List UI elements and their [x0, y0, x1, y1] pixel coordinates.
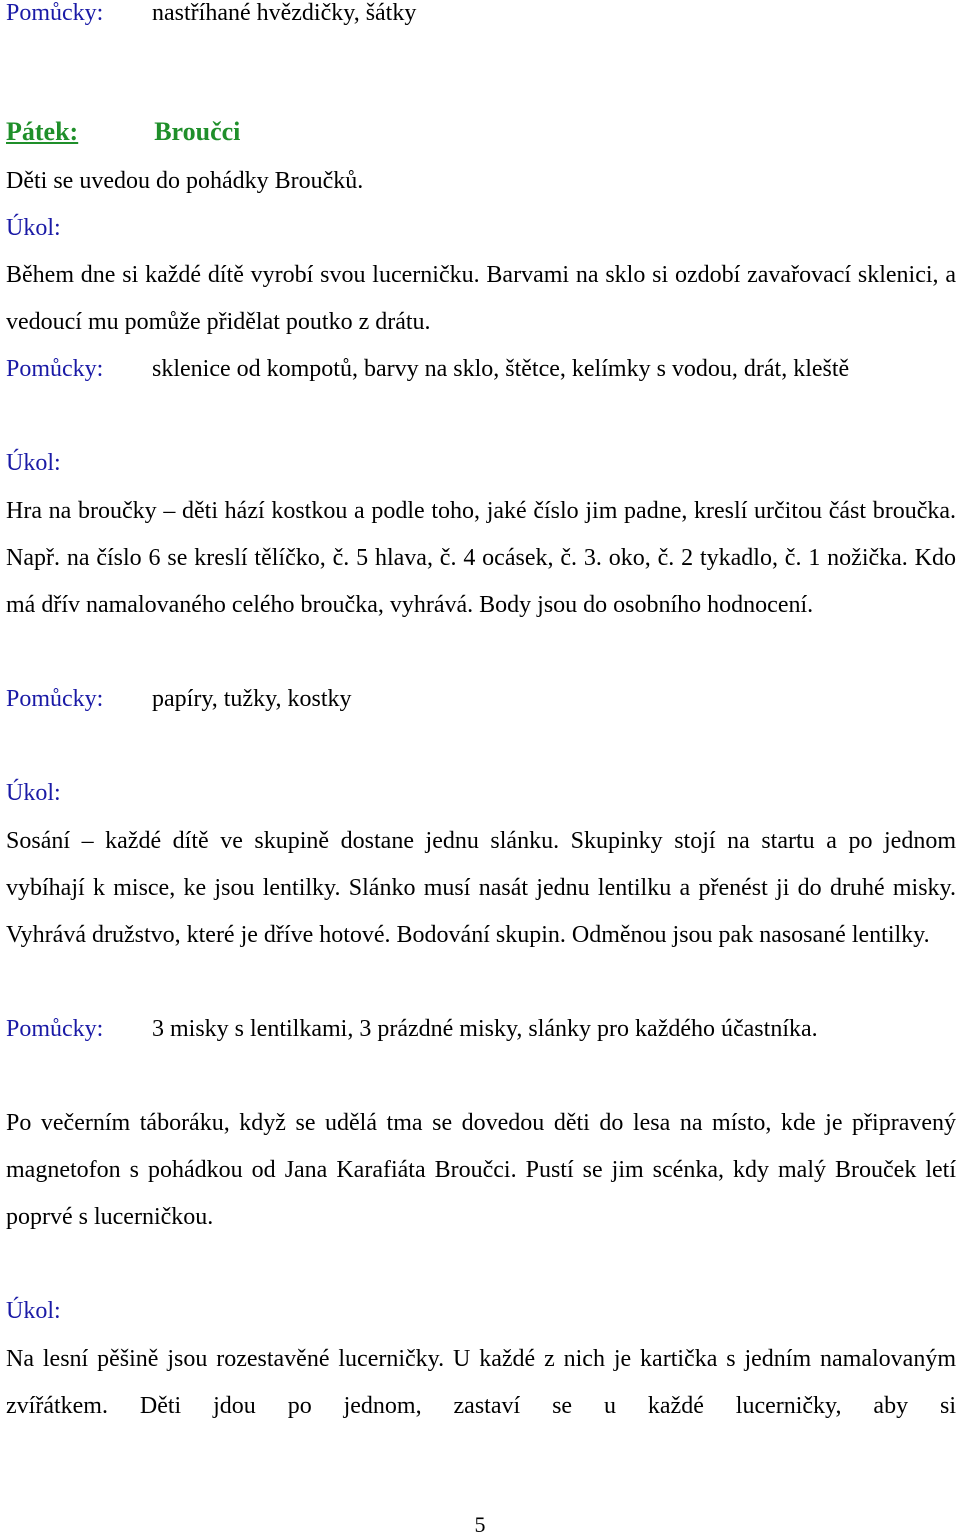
tools-value: 3 misky s lentilkami, 3 prázdné misky, slánky pro každého účastníka. [152, 1016, 818, 1042]
evening-paragraph: Po večerním táboráku, když se udělá tma se dovedou děti do lesa na místo, kde je připravený magnetofon s pohádkou od Jana Karafiáta Broučci. Pustí se jim scénka, kdy malý Brouček letí poprvé s lucerničkou. [6, 1110, 956, 1230]
task-paragraph: Během dne si každé dítě vyrobí svou lucerničku. Barvami na sklo si ozdobí zavařovací sklenici, a vedoucí mu pomůže přidělat poutko z drátu. [6, 262, 956, 335]
day-title: Broučci [154, 117, 241, 146]
task-paragraph: Na lesní pěšině jsou rozestavěné lucerničky. U každé z nich je kartička s jedním namalovaným zvířátkem. Děti jdou po jednom, zastaví se u každé lucerničky, aby si [6, 1346, 956, 1419]
tools-label: Pomůcky: [6, 1016, 104, 1042]
task-label: Úkol: [6, 450, 61, 476]
tools-line [6, 346, 956, 393]
tools-line [6, 1006, 956, 1053]
tools-label: Pomůcky: [6, 356, 104, 382]
task-paragraph: Hra na broučky – děti hází kostkou a podle toho, jaké číslo jim padne, kreslí určitou část broučka. Např. na číslo 6 se kreslí tělíčko, č. 5 hlava, č. 4 ocásek, č. 3. oko, č. 2 tykadlo, č. 1 nožička. Kdo má dřív namalovaného celého broučka, vyhrává. Body jsou do osobního hodnocení. [6, 498, 956, 618]
tools-label: Pomůcky: [6, 686, 104, 712]
task-paragraph: Sosání – každé dítě ve skupině dostane jednu slánku. Skupinky stojí na startu a po jednom vybíhají k misce, ke jsou lentilky. Slánko musí nasát jednu lentilku a přenést ji do druhé misky. Vyhrává družstvo, které je dříve hotové. Bodování skupin. Odměnou jsou pak nasosané lentilky. [6, 828, 956, 948]
intro-paragraph: Děti se uvedou do pohádky Broučků. [6, 168, 364, 194]
task-label: Úkol: [6, 1298, 61, 1324]
task-label: Úkol: [6, 780, 61, 806]
day-heading [6, 108, 956, 155]
day-label: Pátek: [6, 117, 79, 146]
page-number: 5 [474, 1512, 486, 1537]
tools-label: Pomůcky: [6, 0, 104, 26]
tools-line [6, 676, 956, 723]
tools-value: papíry, tužky, kostky [152, 686, 352, 712]
tools-line-top [6, 0, 956, 37]
tools-value: nastříhané hvězdičky, šátky [152, 0, 417, 26]
tools-value: sklenice od kompotů, barvy na sklo, štětce, kelímky s vodou, drát, kleště [152, 356, 850, 382]
task-label: Úkol: [6, 215, 61, 241]
